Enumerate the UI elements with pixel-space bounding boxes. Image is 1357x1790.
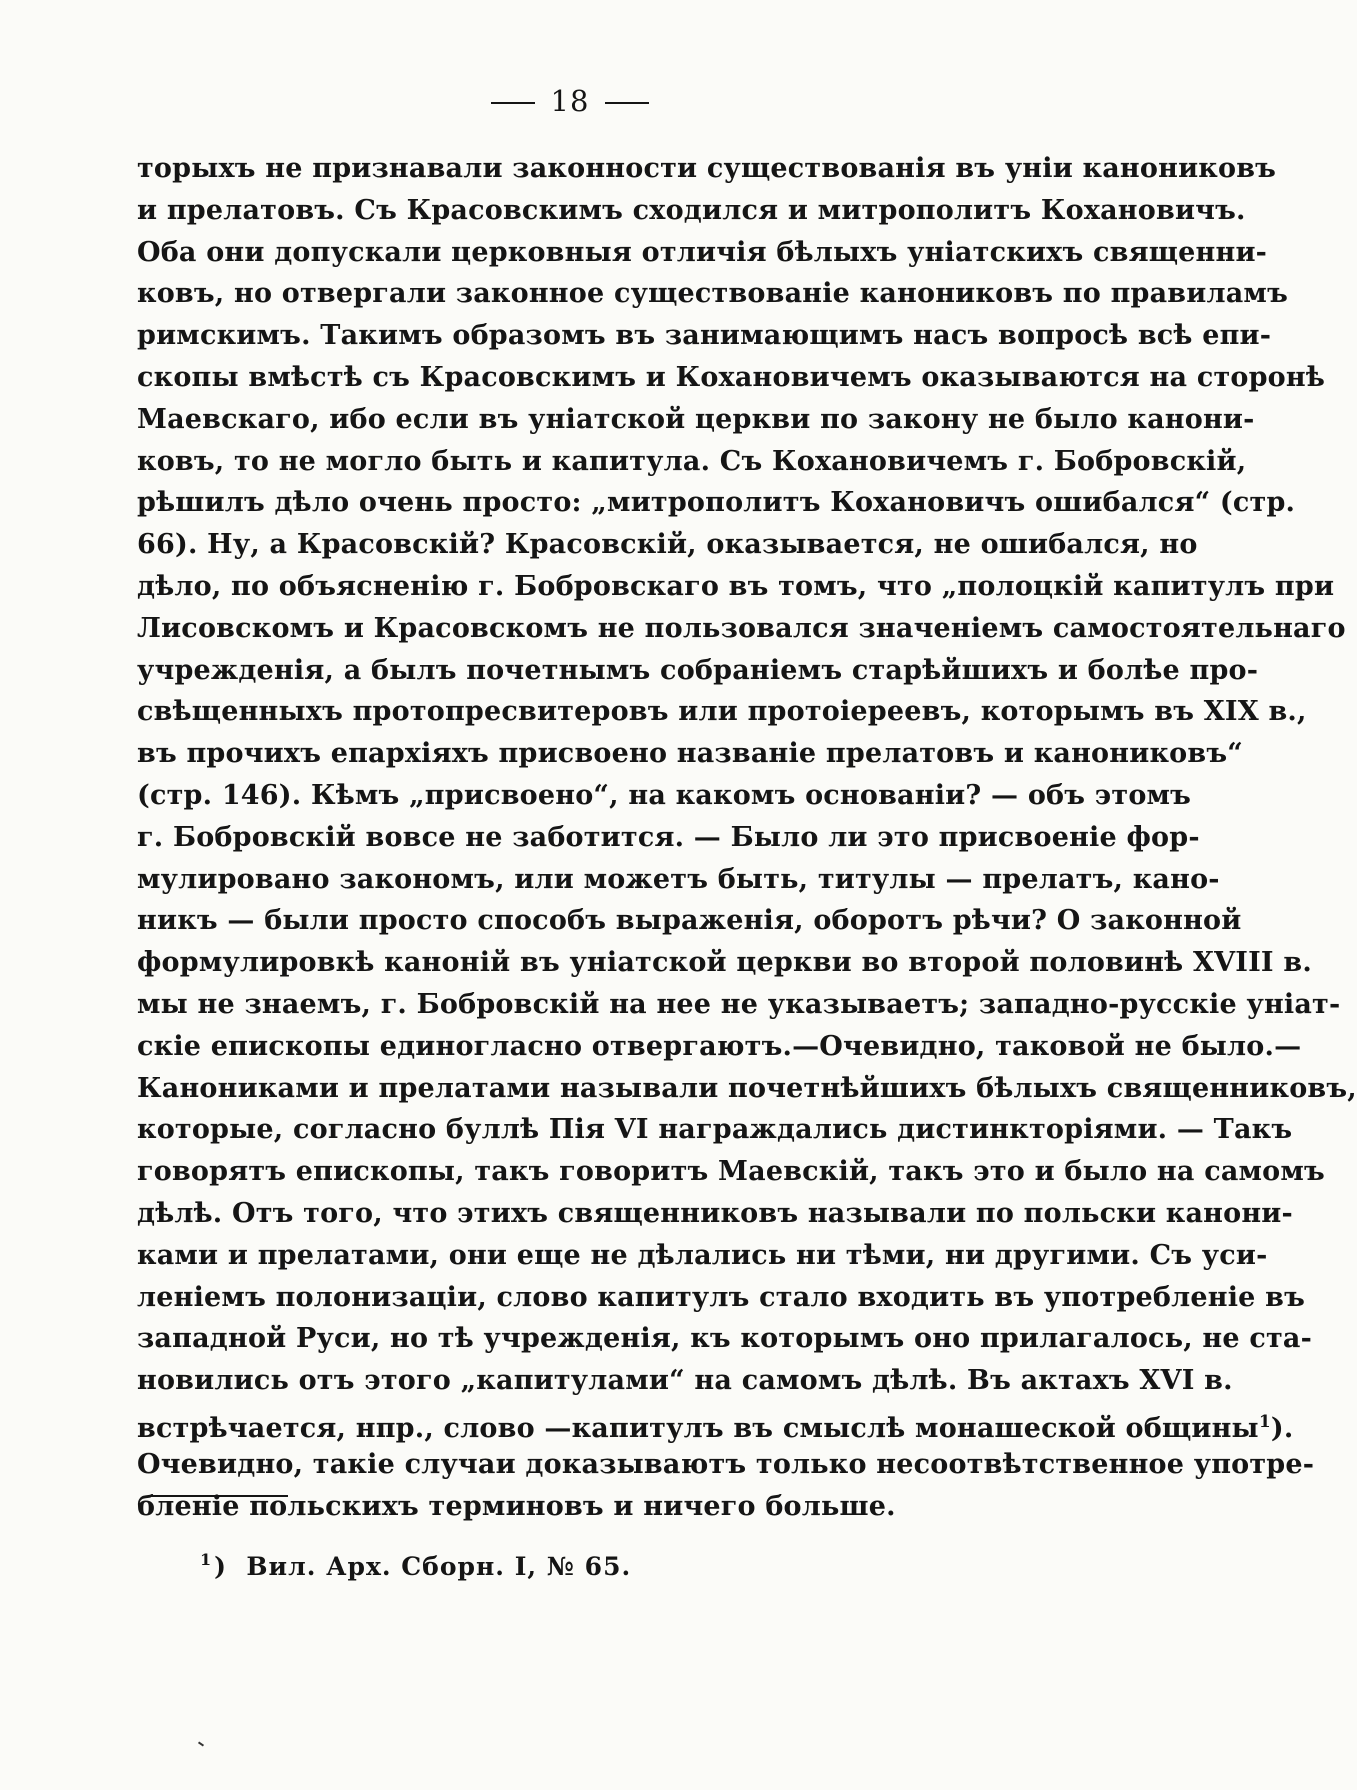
text-line: ковъ, то не могло быть и капитула. Съ Кохановичемъ г. Бобровскій,	[137, 445, 1247, 477]
footnote	[200, 1550, 631, 1581]
text-line: Лисовскомъ и Красовскомъ не пользовался значеніемъ самостоятельнаго	[137, 612, 1346, 644]
text-line: дѣло, по объясненію г. Бобровскаго въ томъ, что „полоцкій капитулъ при	[137, 570, 1335, 602]
footnote-marker-paren: )	[214, 1552, 227, 1581]
footnote-reference[interactable]: 1	[1258, 1411, 1271, 1432]
text-line: г. Бобровскій вовсе не заботится. — Было ли это присвоеніе фор-	[137, 821, 1200, 853]
text-line: Очевидно, такіе случаи доказываютъ только несоотвѣтственное употре-	[137, 1448, 1315, 1480]
text-line: Канониками и прелатами называли почетнѣйшихъ бѣлыхъ священниковъ,	[137, 1072, 1357, 1104]
header-right-dash	[605, 102, 649, 104]
text-line: леніемъ полонизаціи, слово капитулъ стало входить въ употребленіе въ	[137, 1281, 1305, 1313]
header-left-dash	[491, 102, 535, 104]
text-line: новились отъ этого „капитулами“ на самомъ дѣлѣ. Въ актахъ XVI в.	[137, 1365, 1233, 1397]
text-line: дѣлѣ. Отъ того, что этихъ священниковъ называли по польски канони-	[137, 1197, 1293, 1229]
text-line: и прелатовъ. Съ Красовскимъ сходился и митрополитъ Кохановичъ.	[137, 194, 1246, 226]
text-line-with-footnote-ref	[137, 1402, 1294, 1444]
footnote-separator	[148, 1495, 288, 1497]
text-line-content: встрѣчается, нпр., слово —капитулъ въ смыслѣ монашеской общины	[137, 1412, 1259, 1444]
text-line: которые, согласно буллѣ Пія VI награждались дистинкторіями. — Такъ	[137, 1114, 1293, 1146]
text-line: мулировано закономъ, или можетъ быть, титулы — прелатъ, кано-	[137, 863, 1220, 895]
page-header	[0, 84, 1140, 118]
body-text	[137, 148, 1357, 1527]
text-line: западной Руси, но тѣ учрежденія, къ которымъ оно прилагалось, не ста-	[137, 1323, 1313, 1355]
text-line: скіе епископы единогласно отвергаютъ.—Очевидно, таковой не было.—	[137, 1030, 1302, 1062]
text-line: ками и прелатами, они еще не дѣлались ни тѣми, ни другими. Съ уси-	[137, 1239, 1268, 1271]
text-line: говорятъ епископы, такъ говоритъ Маевскій, такъ это и было на самомъ	[137, 1156, 1325, 1188]
footnote-text: Вил. Арх. Сборн. I, № 65.	[246, 1552, 632, 1581]
text-line: ковъ, но отвергали законное существованіе канониковъ по правиламъ	[137, 278, 1288, 310]
text-line: Маевскаго, ибо если въ уніатской церкви по закону не было канони-	[137, 403, 1255, 435]
text-line: римскимъ. Такимъ образомъ въ занимающимъ насъ вопросѣ всѣ епи-	[137, 320, 1272, 352]
text-line: 66). Ну, а Красовскій? Красовскій, оказывается, не ошибался, но	[137, 529, 1198, 561]
scan-speck	[198, 1741, 204, 1746]
text-line-tail: ).	[1270, 1412, 1294, 1444]
text-line: въ прочихъ епархіяхъ присвоено названіе прелатовъ и канониковъ“	[137, 738, 1243, 770]
text-line: формулировкѣ каноній въ уніатской церкви во второй половинѣ XVIII в.	[137, 947, 1312, 979]
text-line: мы не знаемъ, г. Бобровскій на нее не указываетъ; западно-русскіе уніат-	[137, 988, 1341, 1020]
text-line-last: бленіе польскихъ терминовъ и ничего больше.	[137, 1490, 896, 1522]
footnote-marker: 1	[200, 1550, 213, 1569]
page-number: 18	[550, 84, 590, 118]
text-line: учрежденія, а былъ почетнымъ собраніемъ старѣйшихъ и болѣе про-	[137, 654, 1259, 686]
text-line: (стр. 146). Кѣмъ „присвоено“, на какомъ основаніи? — объ этомъ	[137, 779, 1192, 811]
text-line: Оба они допускали церковныя отличія бѣлыхъ уніатскихъ священни-	[137, 236, 1268, 268]
text-line: никъ — были просто способъ выраженія, оборотъ рѣчи? О законной	[137, 905, 1242, 937]
text-line: скопы вмѣстѣ съ Красовскимъ и Кохановичемъ оказываются на сторонѣ	[137, 361, 1326, 393]
text-line: рѣшилъ дѣло очень просто: „митрополитъ Кохановичъ ошибался“ (стр.	[137, 487, 1296, 519]
text-line: свѣщенныхъ протопресвитеровъ или протоіереевъ, которымъ въ XIX в.,	[137, 696, 1307, 728]
text-line: торыхъ не признавали законности существованія въ уніи канониковъ	[137, 153, 1277, 184]
